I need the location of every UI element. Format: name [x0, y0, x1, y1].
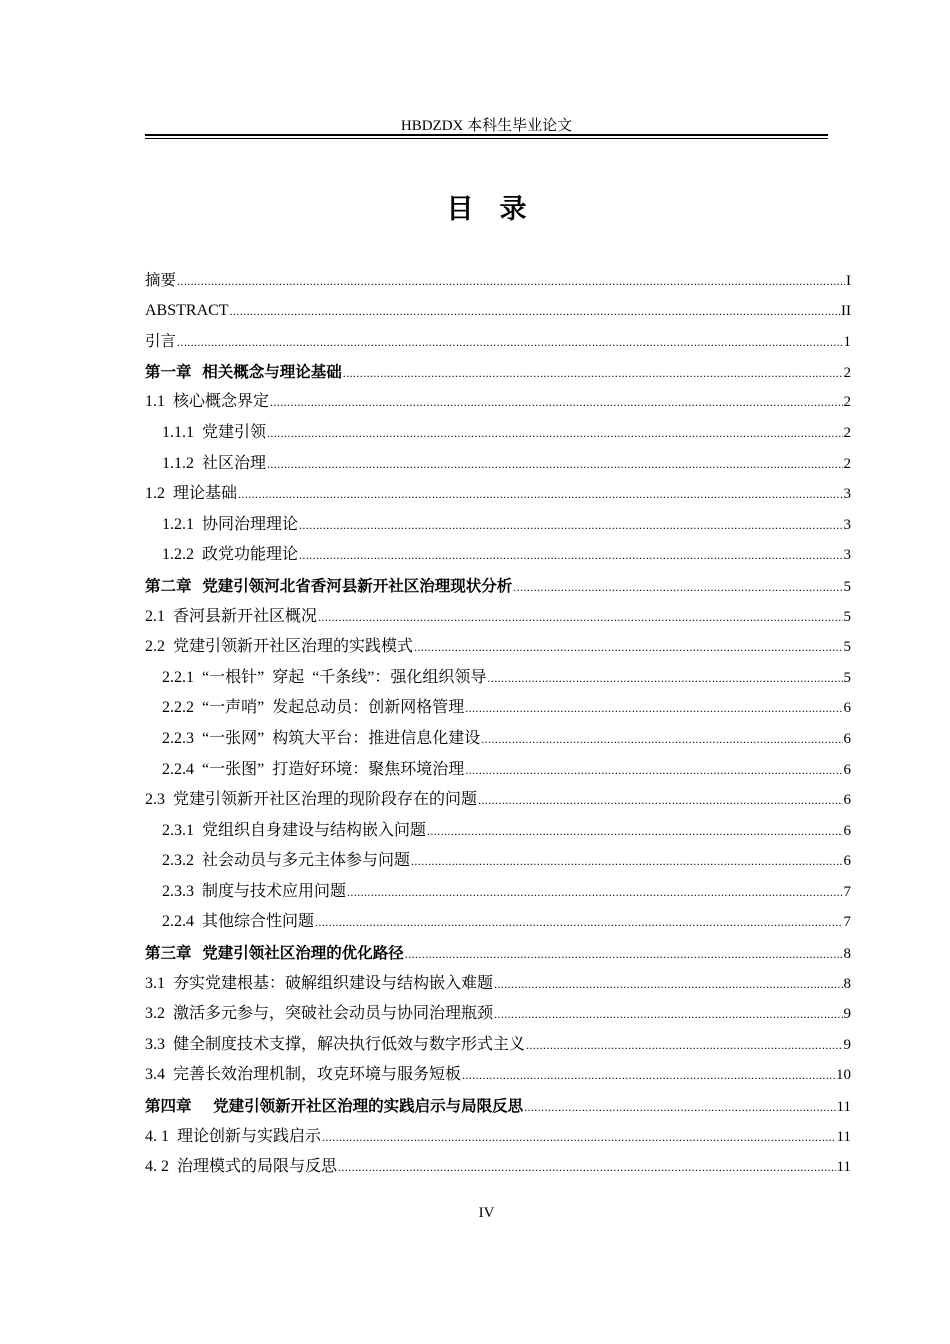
- toc-entry-page: 9: [843, 1036, 851, 1053]
- toc-leader-dots: [230, 296, 840, 326]
- toc-entry[interactable]: [145, 724, 851, 755]
- toc-entry-label: 3.3 健全制度技术支撑，解决执行低效与数字形式主义: [145, 1035, 526, 1053]
- toc-entry[interactable]: [145, 418, 851, 449]
- toc-entry-page: 6: [843, 730, 851, 747]
- toc-entry-label: 1.1 核心概念界定: [145, 393, 270, 411]
- toc-leader-dots: [338, 1152, 836, 1182]
- toc-entry-page: 5: [843, 578, 851, 595]
- toc-entry-label: 2.3 党建引领新开社区治理的现阶段存在的问题: [145, 791, 478, 809]
- toc-leader-dots: [478, 785, 842, 815]
- toc-entry[interactable]: [145, 816, 851, 847]
- toc-leader-dots: [238, 479, 842, 509]
- toc-entry-page: I: [846, 273, 851, 289]
- toc-entry-label: 1.2.1 协同治理理论: [162, 515, 299, 533]
- toc-entry-page: 2: [843, 364, 851, 381]
- toc-entry-label: 2.3.3 制度与技术应用问题: [162, 882, 347, 900]
- header-rule-thin: [145, 138, 828, 139]
- toc-entry-page: 11: [836, 1128, 851, 1145]
- toc-entry-page: 7: [843, 914, 851, 931]
- toc-entry-page: 6: [843, 822, 851, 839]
- toc-entry-page: 10: [836, 1067, 851, 1084]
- toc-entry[interactable]: [145, 449, 851, 480]
- toc-leader-dots: [513, 572, 842, 602]
- toc-entry-label: 3.1 夯实党建根基：破解组织建设与结构嵌入难题: [145, 974, 494, 992]
- toc-entry-label: 1.2 理论基础: [145, 485, 238, 503]
- toc-title: 目录: [446, 194, 553, 225]
- toc-entry-page: 5: [843, 608, 851, 625]
- toc-entry[interactable]: [145, 571, 851, 602]
- toc-entry-label: 2.3.2 社会动员与多元主体参与问题: [162, 852, 411, 870]
- toc-leader-dots: [347, 877, 842, 907]
- toc-entry[interactable]: [145, 296, 851, 327]
- toc-leader-dots: [494, 969, 842, 999]
- toc-entry-page: 8: [843, 975, 851, 992]
- toc-entry-page: 3: [843, 486, 851, 503]
- toc-leader-dots: [343, 358, 843, 388]
- toc-entry-page: 7: [843, 883, 851, 900]
- toc-entry-page: 1: [843, 334, 851, 351]
- toc-entry[interactable]: [145, 999, 851, 1030]
- toc-entry-page: 11: [836, 1159, 851, 1176]
- toc-entry-label: 第三章 党建引领社区治理的优化路径: [145, 944, 404, 963]
- toc-entry-label: 摘要: [145, 271, 177, 289]
- toc-entry-label: ABSTRACT: [145, 301, 229, 319]
- toc-entry-label: 引言: [145, 332, 177, 351]
- toc-leader-dots: [299, 510, 842, 540]
- running-header: HBDZDX 本科生毕业论文: [400, 118, 573, 134]
- toc-entry[interactable]: [145, 785, 851, 816]
- toc-entry[interactable]: [145, 877, 851, 908]
- toc-entry-label: 2.3.1 党组织自身建设与结构嵌入问题: [162, 821, 427, 839]
- toc-entry-label: 1.1.2 社区治理: [162, 454, 267, 472]
- toc-entry-page: II: [841, 302, 851, 319]
- toc-entry-page: 8: [843, 946, 851, 963]
- toc-entry-label: 2.2.4 其他综合性问题: [162, 913, 315, 931]
- toc-entry-label: 2.2.2 “一声哨” 发起总动员：创新网格管理: [162, 699, 465, 717]
- toc-entry-label: 第二章 党建引领河北省香河县新开社区治理现状分析: [145, 576, 513, 595]
- toc-entry[interactable]: [145, 969, 851, 1000]
- toc-entry[interactable]: [145, 1030, 851, 1061]
- toc-entry-label: 第一章 相关概念与理论基础: [145, 362, 342, 381]
- toc-entry[interactable]: [145, 1091, 851, 1122]
- toc-entry[interactable]: [145, 693, 851, 724]
- toc-leader-dots: [322, 1122, 836, 1152]
- toc-entry-page: 9: [843, 1006, 851, 1023]
- toc-entry-page: 6: [843, 792, 851, 809]
- toc-leader-dots: [177, 266, 845, 296]
- toc-entry[interactable]: [145, 663, 851, 694]
- toc-entry-label: 3.4 完善长效治理机制，攻克环境与服务短板: [145, 1066, 462, 1084]
- toc-leader-dots: [405, 939, 843, 969]
- toc-leader-dots: [315, 907, 842, 937]
- toc-leader-dots: [465, 755, 842, 785]
- toc-entry-label: 1.1.1 党建引领: [162, 423, 267, 441]
- toc-entry-page: 6: [843, 700, 851, 717]
- toc-entry-page: 3: [843, 547, 851, 564]
- toc-entry-page: 5: [843, 639, 851, 656]
- toc-entry-label: 2.2.4 “一张图” 打造好环境：聚焦环境治理: [162, 760, 465, 778]
- toc-leader-dots: [465, 693, 842, 723]
- toc-entry[interactable]: [145, 326, 851, 357]
- toc-leader-dots: [494, 999, 842, 1029]
- toc-entry-label: 3.2 激活多元参与，突破社会动员与协同治理瓶颈: [145, 1005, 494, 1023]
- toc-entry[interactable]: [145, 1152, 851, 1183]
- toc-leader-dots: [411, 846, 842, 876]
- toc-entry-label: 2.1 香河县新开社区概况: [145, 607, 318, 625]
- toc-leader-dots: [318, 602, 842, 632]
- toc-entry-page: 2: [843, 455, 851, 472]
- toc-entry[interactable]: [145, 1122, 851, 1153]
- toc-entry[interactable]: [145, 1060, 851, 1091]
- toc-leader-dots: [267, 418, 842, 448]
- toc-entry[interactable]: [145, 938, 851, 969]
- toc-entry-label: 4. 1 理论创新与实践启示: [145, 1127, 322, 1145]
- header-rule-thick: [145, 134, 828, 136]
- toc-entry[interactable]: [145, 479, 851, 510]
- toc-entry[interactable]: [145, 540, 851, 571]
- toc-entry-page: 3: [843, 516, 851, 533]
- toc-leader-dots: [414, 632, 842, 662]
- toc-entry[interactable]: [145, 907, 851, 938]
- toc-leader-dots: [487, 663, 842, 693]
- toc-entry-label: 第四章 党建引领新开社区治理的实践启示与局限反思: [145, 1097, 524, 1116]
- toc-entry-page: 5: [843, 669, 851, 686]
- toc-entry[interactable]: [145, 632, 851, 663]
- toc-entry-label: 2.2 党建引领新开社区治理的实践模式: [145, 638, 414, 656]
- toc-entry-page: 2: [843, 394, 851, 411]
- toc-entry[interactable]: [145, 387, 851, 418]
- toc-leader-dots: [267, 449, 842, 479]
- toc-entry-page: 11: [836, 1099, 851, 1116]
- toc-leader-dots: [427, 816, 842, 846]
- toc-entry-label: 1.2.2 政党功能理论: [162, 546, 299, 564]
- toc-entry[interactable]: [145, 755, 851, 786]
- table-of-contents: [145, 265, 851, 1183]
- toc-leader-dots: [481, 724, 842, 754]
- toc-leader-dots: [524, 1092, 835, 1122]
- toc-entry[interactable]: [145, 510, 851, 541]
- toc-leader-dots: [526, 1030, 842, 1060]
- toc-leader-dots: [270, 387, 842, 417]
- toc-entry-label: 2.2.1 “一根针” 穿起 “千条线”：强化组织领导: [162, 668, 487, 686]
- toc-entry-label: 2.2.3 “一张网” 构筑大平台：推进信息化建设: [162, 729, 481, 747]
- toc-leader-dots: [177, 327, 842, 357]
- toc-entry[interactable]: [145, 602, 851, 633]
- toc-entry[interactable]: [145, 357, 851, 388]
- toc-entry[interactable]: [145, 846, 851, 877]
- toc-entry-page: 6: [843, 853, 851, 870]
- toc-leader-dots: [299, 540, 842, 570]
- toc-entry-page: 2: [843, 424, 851, 441]
- toc-leader-dots: [462, 1060, 835, 1090]
- page-number: IV: [478, 1205, 495, 1221]
- toc-entry-label: 4. 2 治理模式的局限与反思: [145, 1158, 338, 1176]
- toc-entry[interactable]: [145, 265, 851, 296]
- toc-entry-page: 6: [843, 761, 851, 778]
